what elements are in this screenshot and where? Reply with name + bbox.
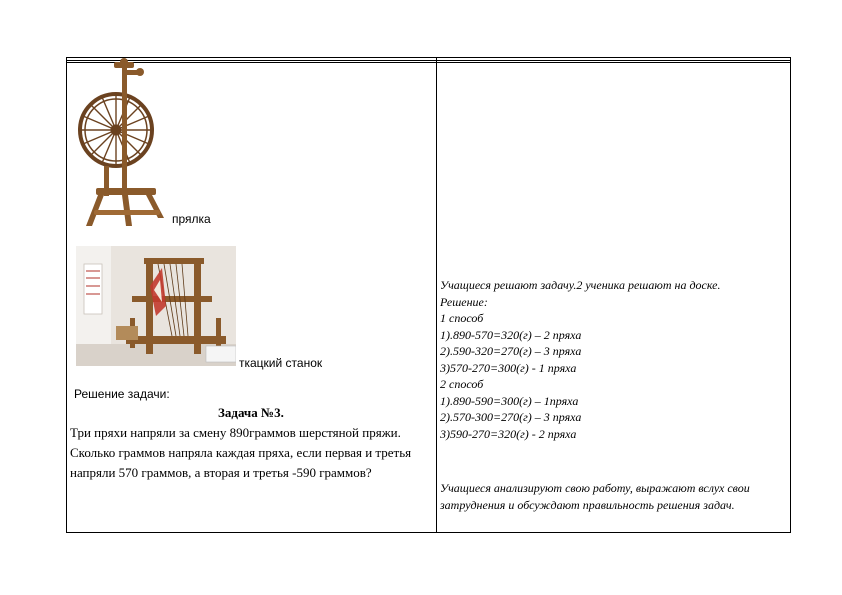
solution-line: Решение: xyxy=(440,294,488,309)
analysis-text: Учащиеся анализируют свою работу, выражают вслух свои затруднения и обсуждают правильность решения задач. xyxy=(440,481,750,512)
solution-line: 1).890-590=300(г) – 1пряха xyxy=(440,393,579,408)
spinning-wheel-image xyxy=(74,58,172,228)
loom-image xyxy=(76,246,236,366)
table-top-rule-2 xyxy=(67,62,790,63)
column-divider xyxy=(436,58,437,532)
solution-line: Учащиеся решают задачу.2 ученика решают на доске. xyxy=(440,278,721,292)
solution-line: 1).890-570=320(г) – 2 пряха xyxy=(440,327,582,342)
solution-line: 3)590-270=320(г) - 2 пряха xyxy=(440,426,577,441)
solution-line: 2).570-300=270(г) – 3 пряха xyxy=(440,410,582,424)
task-title: Задача №3. xyxy=(218,405,284,420)
solution-line: 2).590-320=270(г) – 3 пряха xyxy=(440,344,582,358)
solution-line: 1 способ xyxy=(440,311,484,325)
caption-spinning-wheel: прялка xyxy=(172,212,211,226)
table-top-rule xyxy=(67,60,790,61)
solution-block xyxy=(440,277,785,442)
task-text: Три пряхи напряли за смену 890граммов шерстяной пряжи. Сколько граммов напряла каждая пряха, если первая и третья напряли 570 граммов, а вторая и третья -590 граммов? xyxy=(70,425,412,480)
solution-line: 2 способ xyxy=(440,377,484,391)
solution-line: 3)570-270=300(г) - 1 пряха xyxy=(440,360,577,375)
caption-loom: ткацкий станок xyxy=(239,356,323,370)
solution-label: Решение задачи: xyxy=(74,387,170,401)
